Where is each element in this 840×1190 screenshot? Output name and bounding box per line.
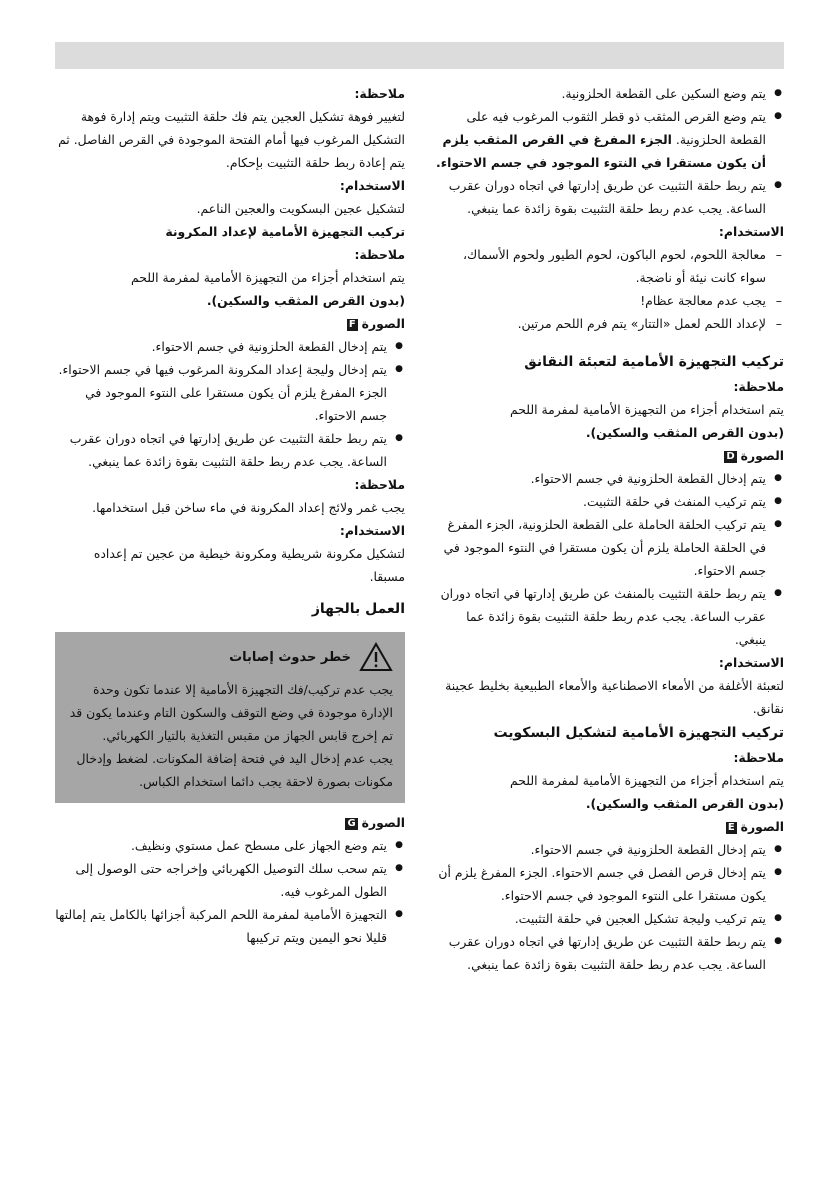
note-title: ملاحظة:: [733, 379, 784, 394]
warning-triangle-icon: [359, 642, 393, 672]
warning-header: [65, 642, 393, 672]
list-item: ● يتم ربط حلقة التثبيت بالمنفث عن طريق إدارتها في اتجاه دوران عقرب الساعة. يجب عدم ربط حلقة التثبيت بقوة زائدة عما ينبغي.: [436, 582, 784, 651]
figure-letter: D: [726, 450, 735, 462]
note-text: يتم استخدام أجزاء من التجهيزة الأمامية لمفرمة اللحم: [130, 270, 405, 285]
biscuit-section-title: تركيب التجهيزة الأمامية لتشكيل البسكويت: [493, 725, 784, 741]
note-title: ملاحظة:: [733, 750, 784, 765]
figure-label: الصورةD: [726, 448, 784, 463]
warning-text: يجب عدم تركيب/فك التجهيزة الأمامية إلا عندما تكون وحدة الإدارة موجودة في وضع التوقف والسكون التام وعندما يكون قد تم إخرج قابس الجهاز من مقبس التغذية بالتيار الكهربائي.: [69, 682, 393, 743]
list-item: ● يتم وضع القرص المثقب ذو قطر الثقوب المرغوب فيه على القطعة الحلزونية. الجزء المفرغ في القرص المثقب يلزم أن يكون مستقرا في النتوء الموجود في جسم الاحتواء.: [436, 105, 784, 174]
note-text: يتم استخدام أجزاء من التجهيزة الأمامية لمفرمة اللحم: [509, 773, 784, 788]
usage-title: الاستخدام:: [718, 655, 784, 670]
note-title: ملاحظة:: [354, 247, 405, 262]
note-bold: (بدون القرص المثقب والسكين).: [585, 425, 784, 440]
list-item: ● يتم سحب سلك التوصيل الكهربائي وإخراجه حتى الوصول إلى الطول المرغوب فيه.: [55, 857, 405, 903]
warning-text: يجب عدم إدخال اليد في فتحة إضافة المكونات. لضغط وإدخال مكونات بصورة لاحقة يجب دائما استخدام الكباس.: [76, 751, 393, 789]
note-text: يجب غمر ولائج إعداد المكرونة في ماء ساخن قبل استخدامها.: [92, 500, 405, 515]
usage-text: لتشكيل عجين البسكويت والعجين الناعم.: [196, 201, 405, 216]
warning-box: [55, 632, 405, 803]
note-title: ملاحظة:: [354, 477, 405, 492]
header-bar: [55, 42, 784, 69]
sausage-section-title: تركيب التجهيزة الأمامية لتعبئة النقانق: [524, 354, 784, 370]
list-item: – يجب عدم معالجة عظام!: [436, 289, 784, 312]
sausage-bullets: [436, 467, 784, 651]
list-item: ● يتم تركيب الحلقة الحاملة على القطعة الحلزونية، الجزء المفرغ في الحلقة الحاملة يلزم أن يكون مستقرا في النتوء الموجود في جسم الاحتواء.: [436, 513, 784, 582]
right-column: [436, 82, 784, 976]
figure-label: الصورةG: [347, 815, 405, 830]
list-item: ● يتم إدخال القطعة الحلزونية في جسم الاحتواء.: [55, 335, 405, 358]
list-item: – لإعداد اللحم لعمل «التتار» يتم فرم اللحم مرتين.: [436, 312, 784, 335]
figure-label: الصورةE: [727, 819, 784, 834]
warning-title: خطر حدوث إصابات: [229, 649, 351, 665]
list-item: ● يتم تركيب وليجة تشكيل العجين في حلقة التثبيت.: [436, 907, 784, 930]
left-column: [55, 82, 405, 949]
usage-text: لتشكيل مكرونة شريطية ومكرونة خيطية من عجين تم إعداده مسبقا.: [93, 546, 405, 584]
list-item: – معالجة اللحوم، لحوم الباكون، لحوم الطيور ولحوم الأسماك، سواء كانت نيئة أو ناضجة.: [436, 243, 784, 289]
list-item: ● التجهيزة الأمامية لمفرمة اللحم المركبة أجزائها بالكامل يتم إمالتها قليلا نحو اليمين ويتم تركيبها: [55, 903, 405, 949]
note-bold: (بدون القرص المثقب والسكين).: [206, 293, 405, 308]
list-item: ● يتم إدخال القطعة الحلزونية في جسم الاحتواء.: [436, 838, 784, 861]
usage-text: لتعبئة الأغلفة من الأمعاء الاصطناعية والأمعاء الطبيعية بخليط عجينة نقانق.: [445, 678, 784, 716]
list-item: ● يتم إدخال وليجة إعداد المكرونة المرغوب فيها في جسم الاحتواء. الجزء المفرغ يلزم أن يكون مستقرا على النتوء الموجود في جسم الاحتواء.: [55, 358, 405, 427]
pasta-section-title: تركيب التجهيزة الأمامية لإعداد المكرونة: [165, 224, 405, 239]
grinder-bullets: [436, 82, 784, 220]
figure-letter: E: [727, 821, 735, 833]
operation-title: العمل بالجهاز: [311, 601, 405, 617]
pasta-bullets: [55, 335, 405, 473]
usage-title: الاستخدام:: [339, 523, 405, 538]
list-item: ● يتم وضع الجهاز على مسطح عمل مستوي ونظيف.: [55, 834, 405, 857]
usage-title: الاستخدام:: [339, 178, 405, 193]
figure-letter: G: [347, 817, 356, 829]
list-item: ● يتم إدخال قرص الفصل في جسم الاحتواء. الجزء المفرغ يلزم أن يكون مستقرا على النتوء الموجود في جسم الاحتواء.: [436, 861, 784, 907]
note-text: لتغيير فوهة تشكيل العجين يتم فك حلقة التثبيت ويتم إدارة فوهة التشكيل المرغوب فيها أمام الفتحة الموجودة في القرص الفاصل. ثم يتم إعادة ربط حلقة التثبيت بإحكام.: [58, 109, 405, 170]
figure-label: الصورةF: [348, 316, 405, 331]
list-item: ● يتم وضع السكين على القطعة الحلزونية.: [436, 82, 784, 105]
list-item: ● يتم تركيب المنفث في حلقة التثبيت.: [436, 490, 784, 513]
note-title: ملاحظة:: [354, 86, 405, 101]
figure-letter: F: [348, 318, 356, 330]
note-text: يتم استخدام أجزاء من التجهيزة الأمامية لمفرمة اللحم: [509, 402, 784, 417]
usage-list: [436, 243, 784, 335]
usage-title: الاستخدام:: [718, 224, 784, 239]
note-bold: (بدون القرص المثقب والسكين).: [585, 796, 784, 811]
biscuit-bullets: [436, 838, 784, 976]
operation-bullets: [55, 834, 405, 949]
list-item: ● يتم ربط حلقة التثبيت عن طريق إدارتها في اتجاه دوران عقرب الساعة. يجب عدم ربط حلقة التثبيت بقوة زائدة عما ينبغي.: [55, 427, 405, 473]
list-item: ● يتم ربط حلقة التثبيت عن طريق إدارتها في اتجاه دوران عقرب الساعة. يجب عدم ربط حلقة التثبيت بقوة زائدة عما ينبغي.: [436, 174, 784, 220]
list-item: ● يتم إدخال القطعة الحلزونية في جسم الاحتواء.: [436, 467, 784, 490]
list-item: ● يتم ربط حلقة التثبيت عن طريق إدارتها في اتجاه دوران عقرب الساعة. يجب عدم ربط حلقة التثبيت بقوة زائدة عما ينبغي.: [436, 930, 784, 976]
